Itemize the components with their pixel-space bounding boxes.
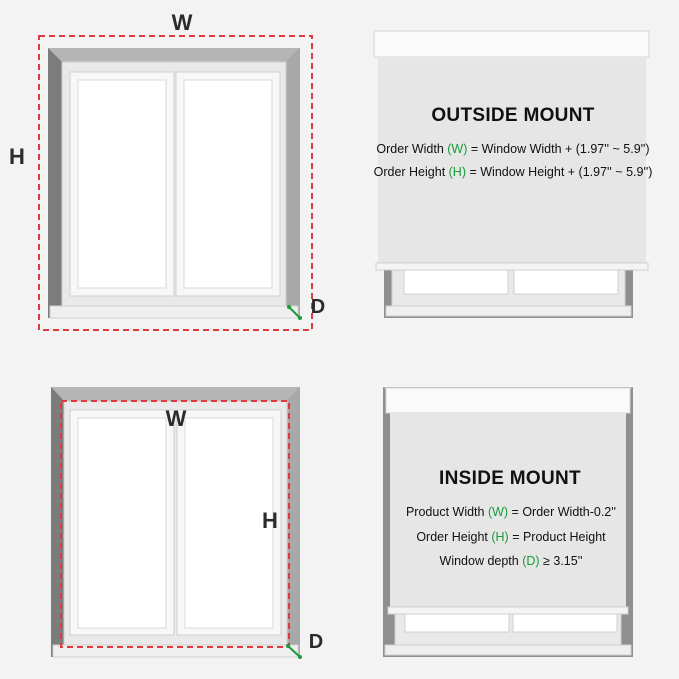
inside-w-label: W (165, 406, 187, 431)
depth-dot-b (298, 316, 302, 320)
window-pane-left (78, 418, 166, 628)
bottom-rail (388, 607, 628, 614)
pane-left (404, 270, 508, 294)
outside-d-label: D (310, 296, 326, 318)
cassette-headrail (374, 31, 649, 57)
recess-top-bevel (48, 48, 300, 62)
window-pane-left (78, 80, 166, 288)
shade-fabric (378, 57, 646, 263)
window-pane-right (184, 80, 272, 288)
window-sill (50, 306, 298, 318)
inside-height-formula: Order Height (H) = Product Height (416, 530, 606, 544)
outside-h-label: H (9, 144, 25, 169)
inside-width-formula: Product Width (W) = Order Width-0.2'' (405, 505, 617, 519)
depth-dot-a (286, 644, 290, 648)
inside-d-label: D (308, 631, 324, 653)
window-pane-right (185, 418, 273, 628)
inside-h-label: H (262, 508, 278, 533)
recess-right-bevel (286, 48, 300, 318)
cassette-headrail (386, 388, 630, 413)
recess-top-bevel (51, 387, 300, 401)
depth-dot-b (298, 655, 302, 659)
outside-mount-illustration (374, 31, 653, 318)
inside-window-diagram (51, 387, 323, 659)
inside-mount-title: INSIDE MOUNT (439, 468, 581, 489)
outside-width-formula: Order Width (W) = Window Width + (1.97'' ~ 5.9'') (376, 142, 650, 156)
pane-left (405, 614, 509, 632)
sill (385, 645, 631, 655)
recess-left-bevel (48, 48, 62, 318)
depth-dot-a (287, 305, 291, 309)
outside-height-formula: Order Height (H) = Window Height + (1.97'' ~ 5.9'') (373, 165, 653, 179)
recess-left-bevel (51, 387, 64, 657)
inside-mount-illustration (383, 387, 633, 657)
sill (386, 306, 631, 316)
outside-w-label: W (171, 10, 193, 35)
outside-window-diagram (9, 10, 325, 330)
outside-mount-title: OUTSIDE MOUNT (431, 105, 595, 126)
inside-depth-formula: Window depth (D) ≥ 3.15'' (439, 554, 583, 568)
pane-right (513, 614, 617, 632)
bottom-rail (376, 263, 648, 270)
pane-right (514, 270, 618, 294)
